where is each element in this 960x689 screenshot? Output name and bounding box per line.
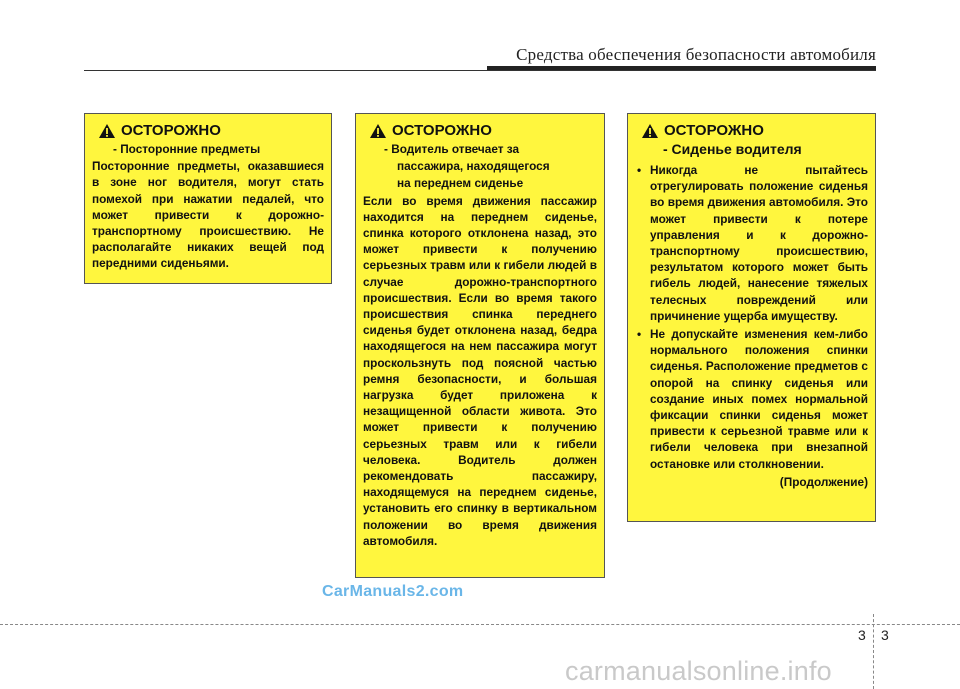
caution-text: Посторонние предметы, оказавшиеся в зоне ног водителя, могут стать помехой при нажатии педалей, что может привести к дорожно-транспортному происшествию. Не располагайте никаких вещей под передними сиденьями. bbox=[92, 159, 324, 271]
caution-title-text: ОСТОРОЖНО bbox=[392, 122, 492, 139]
warning-triangle-icon bbox=[369, 123, 387, 139]
caution-subtitle-line2: пассажира, находящегося bbox=[397, 159, 550, 174]
footer-page-separator bbox=[873, 614, 874, 689]
caution-subtitle: - Сиденье водителя bbox=[663, 141, 802, 157]
footer-divider bbox=[0, 624, 960, 625]
caution-subtitle-line3: на переднем сиденье bbox=[397, 176, 524, 191]
caution-subtitle-line1: - Водитель отвечает за bbox=[384, 142, 520, 156]
header-rule bbox=[84, 70, 876, 71]
caution-box-passenger bbox=[355, 113, 605, 578]
caution-title bbox=[641, 122, 868, 140]
warning-triangle-icon bbox=[641, 123, 659, 139]
page-number: 3 bbox=[881, 627, 889, 643]
caution-box-foreign-objects bbox=[84, 113, 332, 284]
caution-bullet: • Не допускайте изменения кем-либо нормального положения спинки сиденья. Расположение предметов с опорой на спинку сиденья или создание иных помех нормальной фиксации спинки сиденья может привести к серьезной травме или к гибели человека при внезапной остановке или столкновении. bbox=[635, 326, 868, 472]
section-header-title: Средства обеспечения безопасности автомобиля bbox=[516, 45, 876, 64]
caution-subtitle: - Посторонние предметы bbox=[113, 142, 261, 156]
caution-title bbox=[98, 122, 324, 140]
caution-bullet-list bbox=[635, 162, 868, 472]
caution-text: Если во время движения пассажир находится на переднем сиденье, спинка которого отклонена назад, это может привести к получению серьезных травм или к гибели людей в случае дорожно-транспортного происшествия. Если во время такого происшествия спинка переднего сиденья будет отклонена назад, бедра находящегося на нем пассажира могут проскользнуть под поясной частью ремня безопасности, и большая нагрузка будет приложена к незащищенной области живота. Это может привести к получению серьезных травм или к гибели человека. Водитель должен рекомендовать пассажиру, находящемуся на переднем сиденье, установить его спинку в вертикальном положении во время движения автомобиля. bbox=[363, 193, 597, 548]
watermark-link[interactable]: CarManuals2.com bbox=[322, 583, 464, 600]
caution-box-driver-seat bbox=[627, 113, 876, 522]
caution-bullet: • Никогда не пытайтесь отрегулировать положение сиденья во время движения автомобиля. Это может привести к потере управления и к дорожно-транспортному происшествию, результатом которого может быть гибель людей, нанесение тяжелых телесных повреждений или причинение ущерба имуществу. bbox=[635, 162, 868, 324]
warning-triangle-icon bbox=[98, 123, 116, 139]
caution-title bbox=[369, 122, 597, 140]
caution-title-text: ОСТОРОЖНО bbox=[121, 122, 221, 139]
watermark-footer: carmanualsonline.info bbox=[565, 656, 832, 686]
section-number: 3 bbox=[858, 627, 866, 643]
caution-title-text: ОСТОРОЖНО bbox=[664, 122, 764, 139]
continued-label: (Продолжение) bbox=[779, 474, 868, 489]
